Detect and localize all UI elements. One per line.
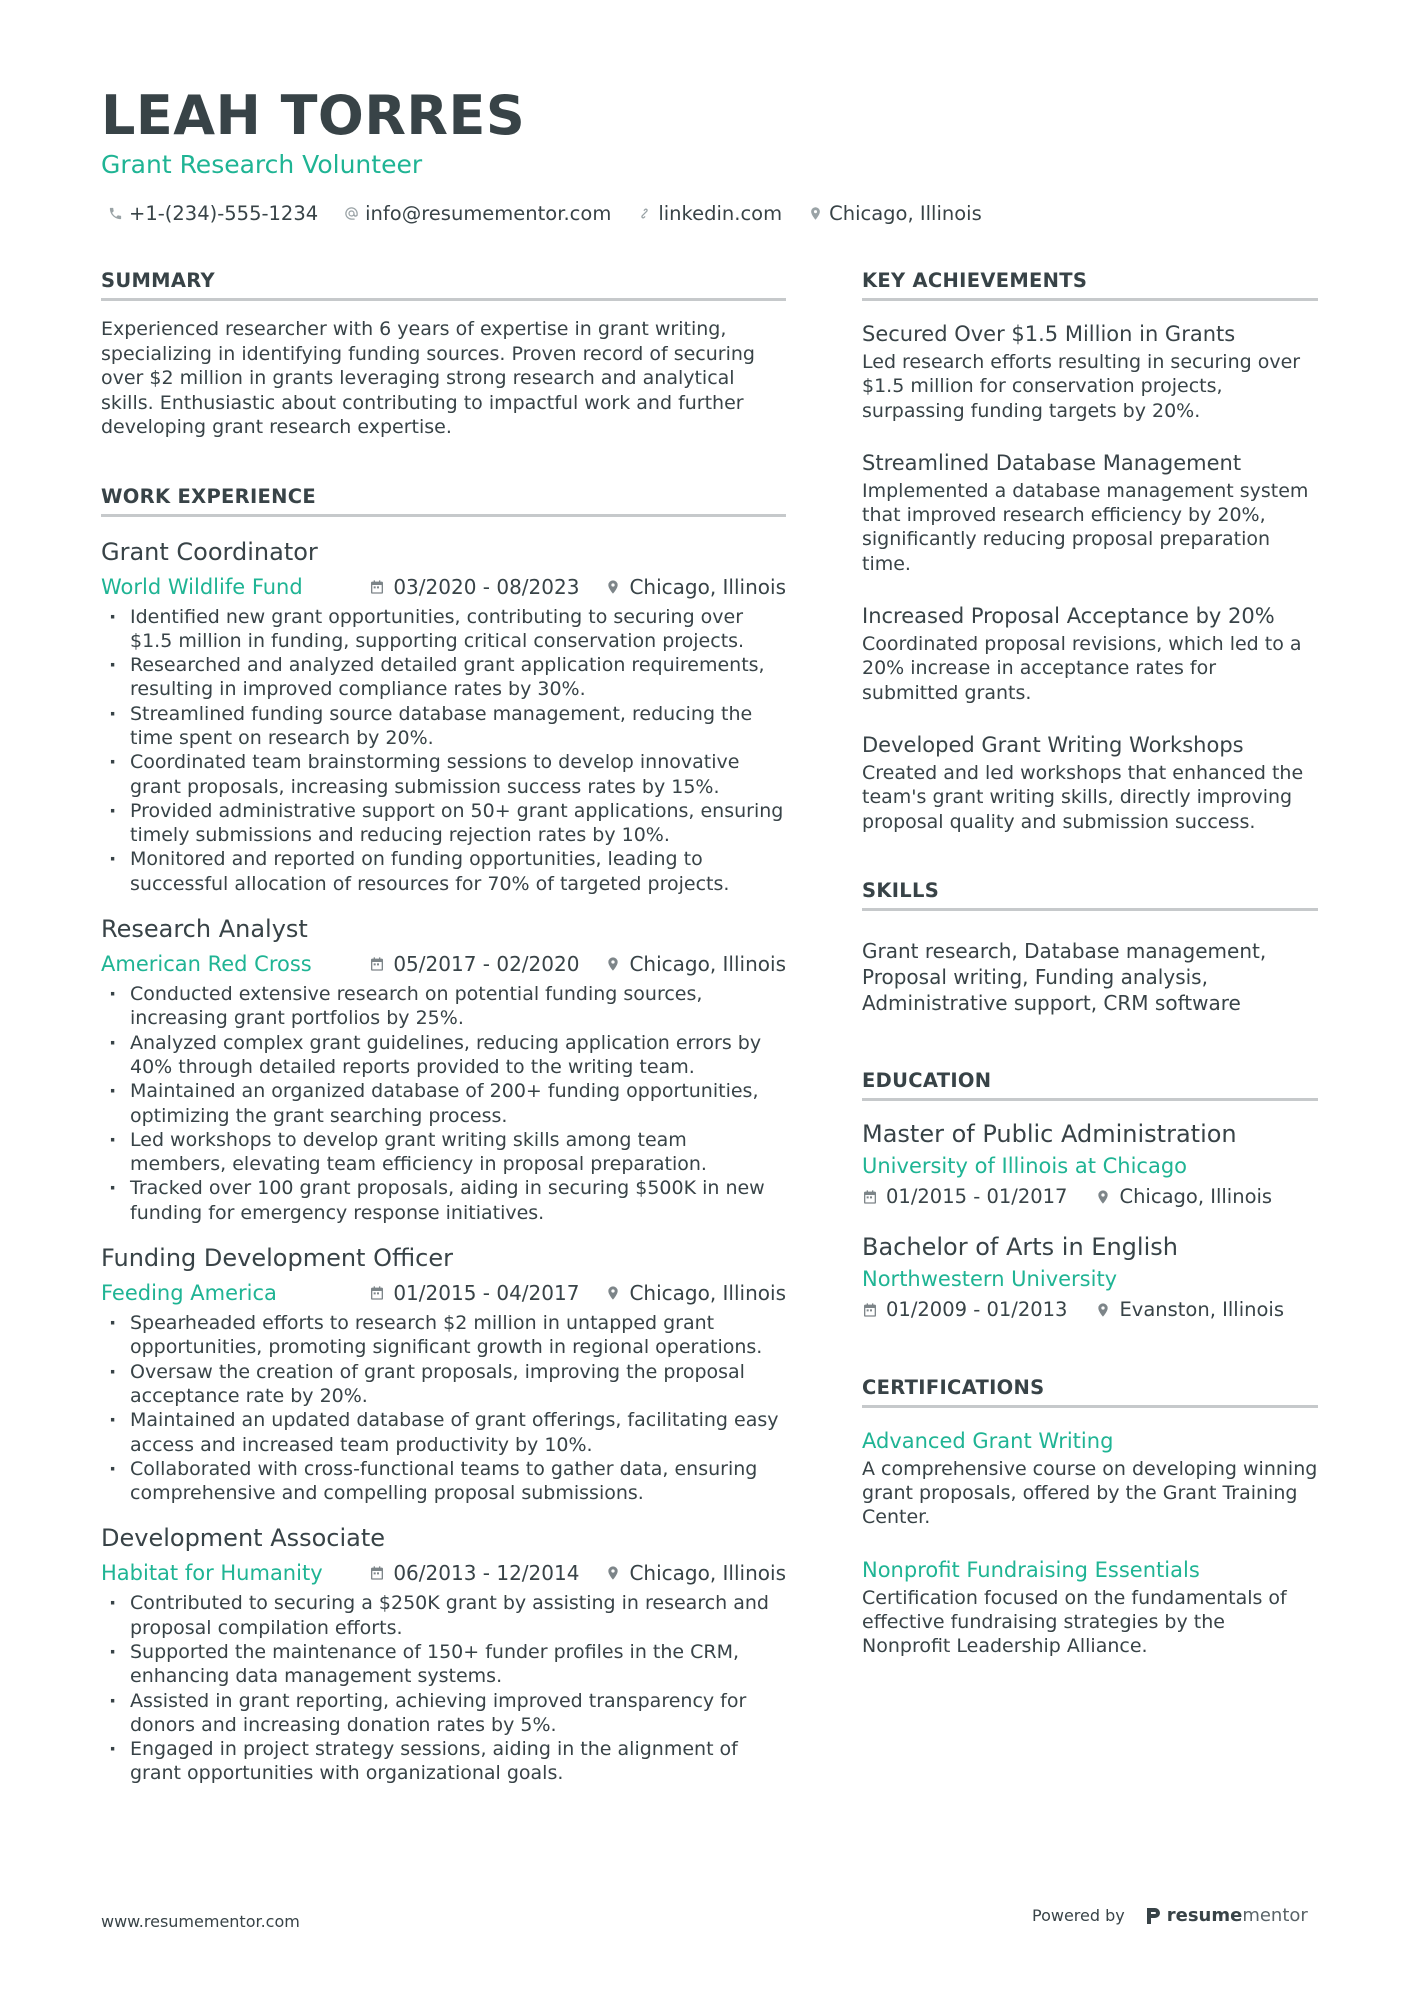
company-name: World Wildlife Fund bbox=[101, 574, 303, 599]
job-meta bbox=[101, 573, 786, 601]
job-title: Funding Development Officer bbox=[101, 1244, 454, 1273]
job-bullets bbox=[101, 1311, 786, 1505]
job-dates bbox=[369, 1279, 579, 1307]
achievement-title: Secured Over $1.5 Million in Grants bbox=[862, 322, 1236, 346]
achievement-item bbox=[862, 320, 1318, 423]
contact-phone bbox=[108, 202, 318, 225]
school-name: University of Illinois at Chicago bbox=[862, 1153, 1188, 1178]
summary-heading: SUMMARY bbox=[101, 268, 786, 301]
job-dates bbox=[369, 950, 579, 978]
certification-title: Advanced Grant Writing bbox=[862, 1428, 1114, 1453]
job-entry bbox=[101, 914, 786, 1225]
company-name: Habitat for Humanity bbox=[101, 1561, 323, 1586]
skills-text: Grant research, Database management, Proposal writing, Funding analysis, Administrative support, CRM software bbox=[862, 938, 1267, 1015]
job-entry bbox=[101, 537, 786, 897]
bullet-item: · Led workshops to develop grant writing skills among team members, elevating team efficiency in proposal preparation. bbox=[101, 1128, 786, 1177]
calendar-icon bbox=[369, 956, 385, 972]
job-bullets bbox=[101, 982, 786, 1225]
calendar-icon bbox=[369, 1565, 385, 1581]
bullet-item: · Streamlined funding source database management, reducing the time spent on research by 20%. bbox=[101, 702, 786, 751]
job-location-text: Chicago, Illinois bbox=[629, 1561, 786, 1586]
education-heading: EDUCATION bbox=[862, 1068, 1318, 1101]
resumementor-logo-icon bbox=[1145, 1907, 1161, 1925]
education-dates bbox=[862, 1184, 1067, 1210]
achievement-desc: Coordinated proposal revisions, which led to a 20% increase in acceptance rates for submitted grants. bbox=[862, 633, 1302, 704]
education-item bbox=[862, 1119, 1318, 1210]
education-meta bbox=[862, 1184, 1318, 1210]
achievement-item bbox=[862, 731, 1318, 834]
certification-item bbox=[862, 1427, 1318, 1530]
education-item bbox=[862, 1232, 1318, 1323]
achievements-section bbox=[862, 268, 1318, 834]
bullet-item: · Supported the maintenance of 150+ funder profiles in the CRM, enhancing data management systems. bbox=[101, 1640, 786, 1689]
bullet-item: · Engaged in project strategy sessions, aiding in the alignment of grant opportunities with organizational goals. bbox=[101, 1737, 786, 1786]
education-dates-text: 01/2015 - 01/2017 bbox=[886, 1184, 1068, 1208]
job-dates-text: 01/2015 - 04/2017 bbox=[393, 1281, 580, 1306]
job-meta bbox=[101, 1279, 786, 1307]
bullet-item: · Conducted extensive research on potential funding sources, increasing grant portfolios by 25%. bbox=[101, 982, 786, 1031]
location-pin-icon bbox=[605, 1565, 621, 1581]
job-location bbox=[605, 1559, 786, 1587]
summary-section bbox=[101, 268, 786, 440]
location-text: Chicago, Illinois bbox=[829, 201, 982, 225]
job-title: Research Analyst bbox=[101, 915, 308, 944]
job-title: Grant Coordinator bbox=[101, 537, 318, 566]
contact-email[interactable] bbox=[344, 202, 611, 225]
certification-item bbox=[862, 1556, 1318, 1659]
right-column bbox=[862, 268, 1318, 1659]
job-meta bbox=[101, 950, 786, 978]
degree-title: Master of Public Administration bbox=[862, 1119, 1237, 1148]
bullet-item: · Oversaw the creation of grant proposals, improving the proposal acceptance rate by 20%. bbox=[101, 1360, 786, 1409]
skills-heading: SKILLS bbox=[862, 878, 1318, 911]
job-location bbox=[605, 573, 786, 601]
calendar-icon bbox=[369, 579, 385, 595]
bullet-item: · Provided administrative support on 50+ grant applications, ensuring timely submissions and reducing rejection rates by 10%. bbox=[101, 799, 786, 848]
bullet-item: · Contributed to securing a $250K grant by assisting in research and proposal compilation efforts. bbox=[101, 1591, 786, 1640]
link-icon bbox=[637, 206, 652, 221]
summary-text: Experienced researcher with 6 years of expertise in grant writing, specializing in identifying funding sources. Proven record of securing over $2 million in grants leveraging strong research and analytical skills. Enthusiastic about contributing to impactful work and further developing grant research expertise. bbox=[101, 318, 755, 438]
left-column bbox=[101, 268, 786, 1786]
job-bullets bbox=[101, 605, 786, 897]
bullet-item: · Assisted in grant reporting, achieving improved transparency for donors and increasing donation rates by 5%. bbox=[101, 1689, 786, 1738]
skills-section bbox=[862, 878, 1318, 1016]
job-meta bbox=[101, 1559, 786, 1587]
company-name: American Red Cross bbox=[101, 952, 312, 977]
contact-linkedin[interactable] bbox=[637, 202, 782, 225]
education-dates bbox=[862, 1297, 1067, 1323]
brand-light-text: mentor bbox=[1242, 1905, 1308, 1926]
candidate-name: LEAH TORRES bbox=[101, 84, 526, 147]
at-sign-icon bbox=[344, 206, 359, 221]
location-pin-icon bbox=[605, 1285, 621, 1301]
education-section bbox=[862, 1068, 1318, 1323]
certification-title: Nonprofit Fundraising Essentials bbox=[862, 1557, 1200, 1582]
degree-title: Bachelor of Arts in English bbox=[862, 1232, 1178, 1261]
linkedin-text[interactable]: linkedin.com bbox=[658, 201, 783, 225]
education-location bbox=[1095, 1184, 1272, 1210]
achievement-title: Developed Grant Writing Workshops bbox=[862, 732, 1244, 757]
achievement-desc: Implemented a database management system that improved research efficiency by 20%, significantly reducing proposal preparation time. bbox=[862, 479, 1309, 575]
experience-section bbox=[101, 484, 786, 1786]
achievement-title: Increased Proposal Acceptance by 20% bbox=[862, 604, 1275, 629]
job-dates-text: 06/2013 - 12/2014 bbox=[393, 1561, 580, 1586]
bullet-item: · Spearheaded efforts to research $2 million in untapped grant opportunities, promoting significant growth in regional operations. bbox=[101, 1311, 786, 1360]
certification-desc: A comprehensive course on developing winning grant proposals, offered by the Grant Training Center. bbox=[862, 1457, 1318, 1529]
contact-bar bbox=[108, 198, 982, 228]
education-dates-text: 01/2009 - 01/2013 bbox=[886, 1297, 1068, 1321]
contact-location bbox=[808, 202, 982, 225]
job-location bbox=[605, 950, 786, 978]
job-location-text: Chicago, Illinois bbox=[629, 1281, 786, 1306]
location-pin-icon bbox=[605, 956, 621, 972]
calendar-icon bbox=[862, 1189, 878, 1205]
job-location-text: Chicago, Illinois bbox=[629, 952, 786, 977]
school-name: Northwestern University bbox=[862, 1266, 1118, 1291]
bullet-item: · Maintained an organized database of 200+ funding opportunities, optimizing the grant searching process. bbox=[101, 1079, 786, 1128]
job-entry bbox=[101, 1523, 786, 1785]
job-bullets bbox=[101, 1591, 786, 1785]
achievement-desc: Created and led workshops that enhanced the team's grant writing skills, directly improving proposal quality and submission success. bbox=[862, 761, 1304, 833]
phone-icon bbox=[108, 206, 123, 221]
brand-strong-text: resume bbox=[1166, 1905, 1243, 1926]
achievements-heading: KEY ACHIEVEMENTS bbox=[862, 268, 1318, 301]
certification-desc: Certification focused on the fundamentals of effective fundraising strategies by the Nonprofit Leadership Alliance. bbox=[862, 1586, 1287, 1658]
bullet-item: · Identified new grant opportunities, contributing to securing over $1.5 million in funding, supporting critical conservation projects. bbox=[101, 605, 786, 654]
candidate-title: Grant Research Volunteer bbox=[101, 150, 423, 179]
location-pin-icon bbox=[1095, 1302, 1111, 1318]
bullet-item: · Coordinated team brainstorming sessions to develop innovative grant proposals, increasing submission success rates by 15%. bbox=[101, 750, 786, 799]
job-dates bbox=[369, 573, 579, 601]
location-pin-icon bbox=[1095, 1189, 1111, 1205]
job-location bbox=[605, 1279, 786, 1307]
brand-logo[interactable] bbox=[1145, 1905, 1308, 1926]
location-pin-icon bbox=[605, 579, 621, 595]
bullet-item: · Monitored and reported on funding opportunities, leading to successful allocation of resources for 70% of targeted projects. bbox=[101, 847, 786, 896]
job-dates bbox=[369, 1559, 579, 1587]
experience-heading: WORK EXPERIENCE bbox=[101, 484, 786, 517]
job-location-text: Chicago, Illinois bbox=[629, 574, 786, 599]
achievement-item bbox=[862, 602, 1318, 705]
job-title: Development Associate bbox=[101, 1524, 386, 1553]
certifications-section bbox=[862, 1375, 1318, 1659]
calendar-icon bbox=[369, 1285, 385, 1301]
job-dates-text: 05/2017 - 02/2020 bbox=[393, 952, 580, 977]
education-location-text: Evanston, Illinois bbox=[1119, 1297, 1284, 1321]
powered-by-text: Powered by bbox=[1032, 1906, 1125, 1925]
phone-text: +1-(234)-555-1234 bbox=[129, 201, 319, 225]
bullet-item: · Maintained an updated database of grant offerings, facilitating easy access and increased team productivity by 10%. bbox=[101, 1408, 786, 1457]
achievement-item bbox=[862, 449, 1318, 576]
education-location-text: Chicago, Illinois bbox=[1119, 1184, 1273, 1208]
bullet-item: · Collaborated with cross-functional teams to gather data, ensuring comprehensive and compelling proposal submissions. bbox=[101, 1457, 786, 1506]
footer-powered bbox=[1032, 1905, 1308, 1926]
bullet-item: · Analyzed complex grant guidelines, reducing application errors by 40% through detailed reports provided to the writing team. bbox=[101, 1031, 786, 1080]
company-name: Feeding America bbox=[101, 1281, 277, 1306]
bullet-item: · Researched and analyzed detailed grant application requirements, resulting in improved compliance rates by 30%. bbox=[101, 653, 786, 702]
achievement-title: Streamlined Database Management bbox=[862, 450, 1242, 475]
achievement-desc: Led research efforts resulting in securing over $1.5 million for conservation projects, surpassing funding targets by 20%. bbox=[862, 351, 1301, 422]
calendar-icon bbox=[862, 1302, 878, 1318]
job-entry bbox=[101, 1243, 786, 1505]
location-pin-icon bbox=[808, 206, 823, 221]
footer-website[interactable]: www.resumementor.com bbox=[101, 1912, 300, 1931]
email-text[interactable]: info@resumementor.com bbox=[365, 201, 612, 225]
job-dates-text: 03/2020 - 08/2023 bbox=[393, 574, 580, 599]
education-location bbox=[1095, 1297, 1284, 1323]
education-meta bbox=[862, 1297, 1318, 1323]
certifications-heading: CERTIFICATIONS bbox=[862, 1375, 1318, 1408]
bullet-item: · Tracked over 100 grant proposals, aiding in securing $500K in new funding for emergency response initiatives. bbox=[101, 1176, 786, 1225]
